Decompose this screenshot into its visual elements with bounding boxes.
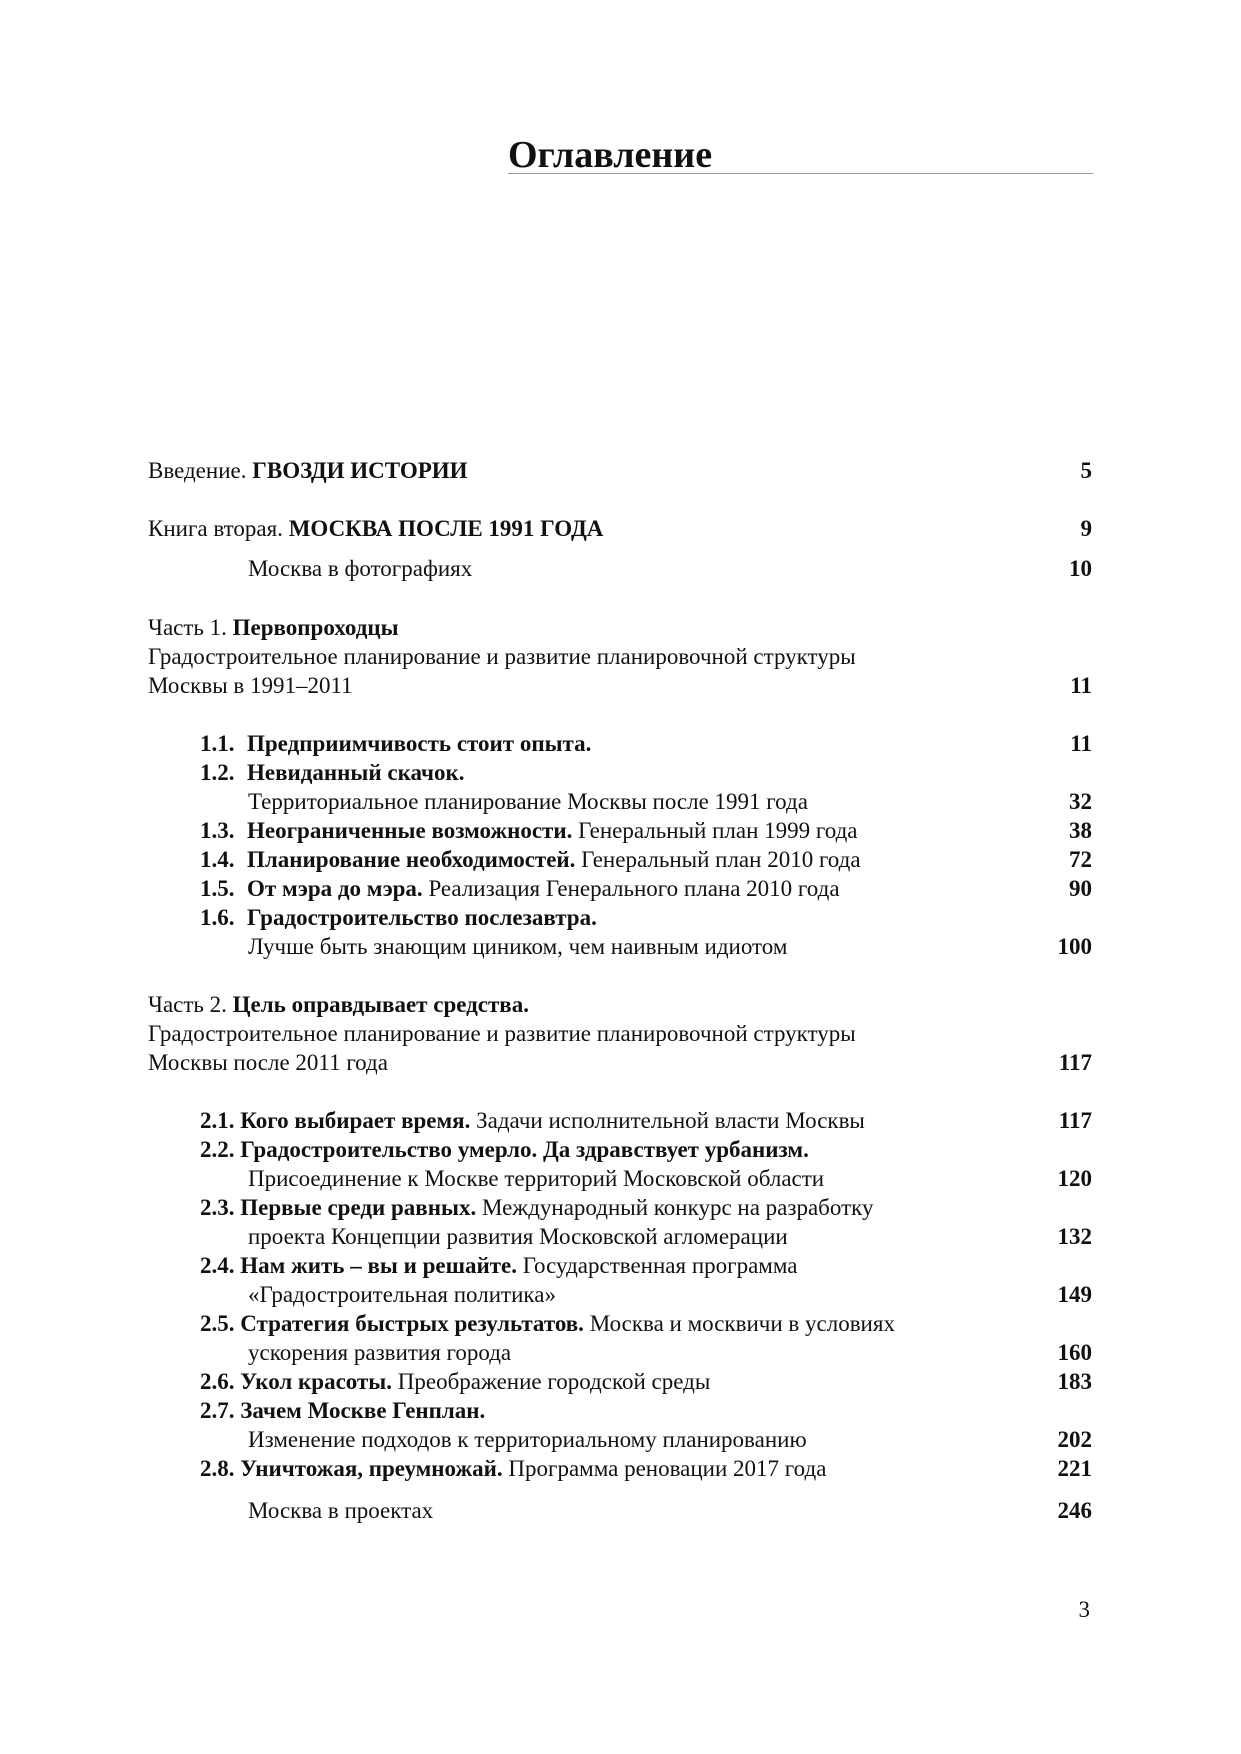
toc-entry-title: Москва в проектах [248,1498,434,1523]
toc-page-number: 160 [1057,1340,1092,1365]
toc-entry-number: 1.3. [200,818,235,843]
toc-entry-title: ГВОЗДИ ИСТОРИИ [252,458,468,483]
toc-entry-number: 1.1. [200,731,235,756]
toc-page-number: 90 [1069,876,1092,901]
toc-entry-number: 2.4. [200,1253,235,1278]
toc-page-number: 183 [1057,1369,1092,1394]
toc-entry-prefix: Часть 2. [148,992,227,1017]
toc-entry-intro[interactable] [148,457,468,485]
toc-entry-2-6[interactable] [200,1368,710,1396]
toc-entry-title: Невиданный скачок. [247,760,465,785]
toc-entry-prefix: Книга вторая. [148,516,283,541]
toc-entry-subtitle: Лучше быть знающим циником, чем наивным идиотом [248,934,788,959]
toc-entry-number: 2.2. [200,1137,235,1162]
toc-entry-2-7[interactable] [200,1397,485,1425]
toc-entry-2-4[interactable] [200,1252,797,1280]
toc-entry-number: 2.1. [200,1108,235,1133]
toc-entry-title: Градостроительство послезавтра. [247,905,597,930]
toc-entry-subtitle: «Градостроительная политика» [248,1282,556,1307]
toc-entry-subtitle: Государственная программа [522,1253,798,1278]
toc-entry-title: Нам жить – вы и решайте. [240,1253,518,1278]
toc-entry-number: 2.5. [200,1311,235,1336]
toc-page-number: 100 [1057,934,1092,959]
toc-entry-subtitle: Градостроительное планирование и развитие планировочной структуры [148,1021,856,1046]
toc-entry-subtitle: Программа реновации 2017 года [508,1456,827,1481]
toc-entry-number: 1.4. [200,847,235,872]
toc-entry-subtitle: Преображение городской среды [397,1369,711,1394]
toc-page-number: 72 [1069,847,1092,872]
toc-page-number: 5 [1080,458,1092,483]
toc-page-number: 202 [1057,1427,1092,1452]
toc-entry-title: Цель оправдывает средства. [232,992,529,1017]
toc-page-number: 120 [1057,1166,1092,1191]
toc-entry-subtitle: Территориальное планирование Москвы после 1991 года [248,789,808,814]
toc-entry-number: 2.6. [200,1369,235,1394]
toc-entry-number: 2.8. [200,1456,235,1481]
toc-entry-title: Первопроходцы [232,615,399,640]
toc-entry-2-3[interactable] [200,1194,873,1222]
toc-entry-2-8[interactable] [200,1455,826,1483]
page-number: 3 [1078,1597,1090,1622]
toc-entry-title: Стратегия быстрых результатов. [240,1311,584,1336]
toc-entry-subtitle: Реализация Генерального плана 2010 года [428,876,840,901]
toc-entry-title: Укол красоты. [240,1369,392,1394]
toc-page-number: 38 [1069,818,1092,843]
toc-entry-number: 1.5. [200,876,235,901]
toc-entry-subtitle: Международный конкурс на разработку [481,1195,874,1220]
toc-page-number: 149 [1057,1282,1092,1307]
toc-entry-2-2[interactable] [200,1136,809,1164]
toc-page-number: 11 [1070,673,1092,698]
toc-entry-1-2[interactable] [200,759,465,787]
toc-page-number: 117 [1058,1050,1092,1075]
toc-entry-book2[interactable] [148,515,603,543]
toc-entry-subtitle: Изменение подходов к территориальному планированию [248,1427,807,1452]
toc-entry-title: Первые среди равных. [240,1195,477,1220]
toc-entry-number: 2.3. [200,1195,235,1220]
toc-entry-part1[interactable] [148,614,399,642]
toc-entry-title: Москва в фотографиях [248,556,473,581]
toc-entry-subtitle: Москва и москвичи в условиях [589,1311,895,1336]
toc-entry-title: МОСКВА ПОСЛЕ 1991 ГОДА [288,516,604,541]
toc-page-number: 132 [1057,1224,1092,1249]
toc-entry-title: Зачем Москве Генплан. [240,1398,486,1423]
toc-page-number: 221 [1057,1456,1092,1481]
toc-entry-subtitle: проекта Концепции развития Московской агломерации [248,1224,788,1249]
toc-entry-subtitle: Москвы в 1991–2011 [148,673,353,698]
toc-page-number: 32 [1069,789,1092,814]
toc-entry-subtitle: Москвы после 2011 года [148,1050,388,1075]
toc-entry-subtitle: Присоединение к Москве территорий Московской области [248,1166,825,1191]
toc-page-number: 9 [1080,516,1092,541]
toc-entry-1-3[interactable] [200,817,858,845]
toc-entry-1-6[interactable] [200,904,597,932]
toc-page-number: 11 [1070,731,1092,756]
toc-entry-prefix: Введение. [148,458,247,483]
toc-entry-title: Кого выбирает время. [240,1108,471,1133]
toc-entry-title: Предприимчивость стоит опыта. [247,731,592,756]
toc-entry-2-5[interactable] [200,1310,895,1338]
toc-entry-1-1[interactable] [200,730,591,758]
toc-entry-number: 1.2. [200,760,235,785]
toc-entry-title: Градостроительство умерло. Да здравствует урбанизм. [240,1137,809,1162]
toc-entry-title: Планирование необходимостей. [247,847,576,872]
toc-entry-subtitle: Градостроительное планирование и развитие планировочной структуры [148,644,856,669]
toc-page-number: 246 [1057,1498,1092,1523]
toc-entry-title: Уничтожая, преумножай. [240,1456,503,1481]
toc-entry-subtitle: Задачи исполнительной власти Москвы [476,1108,865,1133]
toc-entry-number: 1.6. [200,905,235,930]
toc-entry-1-5[interactable] [200,875,840,903]
toc-entry-part2[interactable] [148,991,529,1019]
title-underline [508,173,1093,174]
toc-entry-1-4[interactable] [200,846,861,874]
toc-page-number: 10 [1069,556,1092,581]
toc-entry-title: От мэра до мэра. [247,876,423,901]
toc-entry-prefix: Часть 1. [148,615,227,640]
page-title: Оглавление [508,134,713,176]
toc-entry-title: Неограниченные возможности. [247,818,573,843]
toc-entry-subtitle: Генеральный план 2010 года [581,847,861,872]
toc-entry-subtitle: Генеральный план 1999 года [578,818,858,843]
toc-entry-number: 2.7. [200,1398,235,1423]
toc-entry-projects[interactable] [248,1497,433,1525]
toc-entry-2-1[interactable] [200,1107,865,1135]
toc-entry-subtitle: ускорения развития города [248,1340,512,1365]
toc-page-number: 117 [1058,1108,1092,1133]
toc-entry-photos[interactable] [248,555,472,583]
